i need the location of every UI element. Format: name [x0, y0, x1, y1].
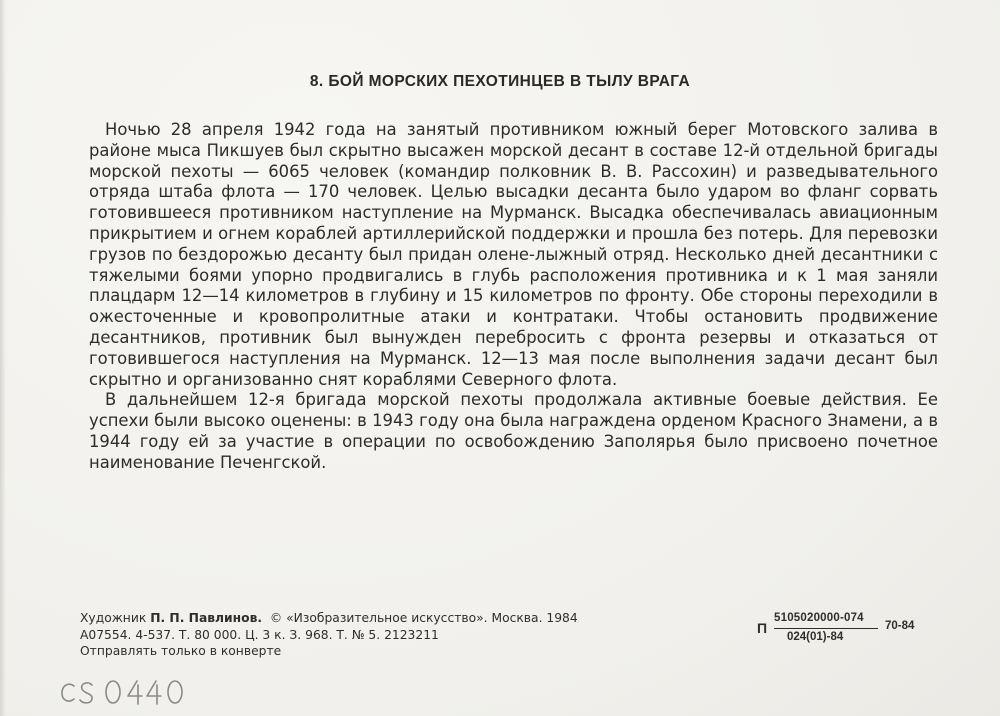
body-text [89, 120, 938, 474]
pencil-digit-0a [106, 681, 120, 703]
imprint-block [80, 610, 578, 660]
price-code [757, 612, 947, 652]
print-data-line: А07554. 4-537. Т. 80 000. Ц. 3 к. З. 968. Т. № 5. 2123211 [80, 627, 439, 642]
paragraph-1: Ночью 28 апреля 1942 года на занятый противником южный берег Мотовского залива в районе мыса Пикшуев был скрытно высажен морской десант в составе 12-й отдельной бригады морской пехоты — 6065 человек (командир полковник В. В. Рассохин) и разведывательного отряда штаба флота — 170 человек. Целью высадки десанта было ударом во фланг сорвать готовившееся противником наступление на Мурманск. Высадка обеспечивалась авиационным прикрытием и огнем кораблей артиллерийской поддержки и прошла без потерь. Для перевозки грузов по бездорожью десанту был придан олене-лыжный отряд. Несколько дней десантники с тяжелыми боями упорно продвигались в глубь расположения противника и к 1 мая заняли плацдарм 12—14 километров в глубину и 15 километров по фронту. Обе стороны переходили в ожесточенные и кровопролитные атаки и контратаки. Чтобы остановить продвижение десантников, противник был вынужден перебросить с фронта резервы и отказаться от готовившегося наступления на Мурманск. 12—13 мая после выполнения задачи десант был скрытно и организованно снят кораблями Северного флота. [89, 120, 938, 389]
mailing-note: Отправлять только в конверте [80, 644, 282, 658]
imprint-line-1 [80, 610, 578, 627]
pencil-digit-4a [128, 681, 142, 704]
price-code-denominator: 024(01)-84 [787, 631, 844, 643]
paragraph-2: В дальнейшем 12-я бригада морской пехоты продолжала активные боевые действия. Ее успехи были высоко оценены: в 1943 году она была награждена орденом Красного Знамени, а в 1944 году ей за участие в операции по освобождению Заполярья было присвоено почетное наименование Печенгской. [89, 390, 938, 472]
paper-edge-shadow [0, 0, 6, 716]
pencil-digit-4b [147, 681, 161, 704]
artist-label: Художник [80, 611, 147, 625]
price-code-letter: П [757, 620, 768, 636]
handwritten-archive-mark [58, 672, 188, 712]
price-code-suffix: 70-84 [885, 620, 915, 632]
publisher-line: © «Изобразительное искусство». Москва. 1984 [269, 611, 578, 625]
price-code-numerator: 5105020000-074 [774, 612, 864, 624]
artist-name: П. П. Павлинов. [150, 611, 263, 625]
pencil-letter-s [80, 683, 92, 703]
fraction-line [774, 628, 878, 629]
pencil-letter-c [62, 684, 74, 701]
card-title: 8. БОЙ МОРСКИХ ПЕХОТИНЦЕВ В ТЫЛУ ВРАГА [309, 73, 691, 90]
pencil-digit-0b [168, 681, 182, 703]
